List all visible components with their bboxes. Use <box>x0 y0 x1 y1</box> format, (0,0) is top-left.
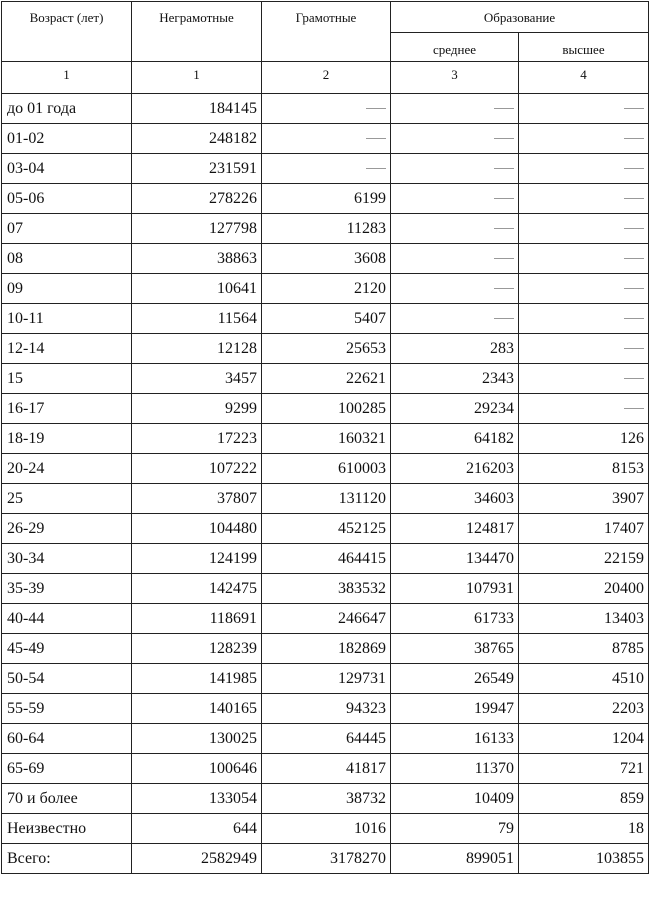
table-row <box>2 154 649 184</box>
table-row <box>2 514 649 544</box>
secondary-cell: 64182 <box>391 424 519 454</box>
illiterate-cell: 10641 <box>132 274 262 304</box>
no-data-dash <box>494 168 514 169</box>
age-cell: 18-19 <box>2 424 132 454</box>
table-row <box>2 544 649 574</box>
header-higher: высшее <box>519 33 649 62</box>
table-row <box>2 844 649 874</box>
higher-cell: 2203 <box>519 694 649 724</box>
illiterate-cell: 118691 <box>132 604 262 634</box>
table-row <box>2 184 649 214</box>
header-illiterate: Неграмотные <box>132 2 262 62</box>
illiterate-cell: 11564 <box>132 304 262 334</box>
no-data-dash <box>624 378 644 379</box>
table-body <box>2 94 649 874</box>
higher-cell: 3907 <box>519 484 649 514</box>
table-row <box>2 304 649 334</box>
column-number: 2 <box>262 62 391 94</box>
table-row <box>2 274 649 304</box>
secondary-cell: 2343 <box>391 364 519 394</box>
literate-cell: 160321 <box>262 424 391 454</box>
age-cell: 01-02 <box>2 124 132 154</box>
secondary-cell <box>391 124 519 154</box>
no-data-dash <box>366 108 386 109</box>
illiterate-cell: 644 <box>132 814 262 844</box>
no-data-dash <box>494 318 514 319</box>
no-data-dash <box>624 168 644 169</box>
age-cell: 70 и более <box>2 784 132 814</box>
illiterate-cell: 100646 <box>132 754 262 784</box>
higher-cell <box>519 244 649 274</box>
higher-cell <box>519 124 649 154</box>
table-row <box>2 604 649 634</box>
illiterate-cell: 133054 <box>132 784 262 814</box>
table-header <box>2 2 649 94</box>
literate-cell: 129731 <box>262 664 391 694</box>
illiterate-cell: 17223 <box>132 424 262 454</box>
secondary-cell <box>391 94 519 124</box>
literate-cell <box>262 154 391 184</box>
higher-cell: 8153 <box>519 454 649 484</box>
secondary-cell: 216203 <box>391 454 519 484</box>
literate-cell: 3608 <box>262 244 391 274</box>
higher-cell <box>519 394 649 424</box>
age-cell: 03-04 <box>2 154 132 184</box>
age-cell: 05-06 <box>2 184 132 214</box>
higher-cell: 721 <box>519 754 649 784</box>
age-cell: 45-49 <box>2 634 132 664</box>
column-number-row <box>2 62 649 94</box>
age-cell: 50-54 <box>2 664 132 694</box>
higher-cell: 8785 <box>519 634 649 664</box>
age-cell: 55-59 <box>2 694 132 724</box>
literate-cell <box>262 124 391 154</box>
secondary-cell <box>391 304 519 334</box>
age-cell: до 01 года <box>2 94 132 124</box>
column-number: 3 <box>391 62 519 94</box>
table-row <box>2 724 649 754</box>
literate-cell: 41817 <box>262 754 391 784</box>
higher-cell <box>519 214 649 244</box>
age-cell: 16-17 <box>2 394 132 424</box>
no-data-dash <box>494 258 514 259</box>
literate-cell: 610003 <box>262 454 391 484</box>
no-data-dash <box>494 198 514 199</box>
secondary-cell <box>391 244 519 274</box>
no-data-dash <box>494 228 514 229</box>
no-data-dash <box>366 168 386 169</box>
table-row <box>2 394 649 424</box>
secondary-cell: 10409 <box>391 784 519 814</box>
table-row <box>2 124 649 154</box>
header-literate: Грамотные <box>262 2 391 62</box>
no-data-dash <box>624 228 644 229</box>
no-data-dash <box>494 288 514 289</box>
literate-cell <box>262 94 391 124</box>
literate-cell: 100285 <box>262 394 391 424</box>
literate-cell: 464415 <box>262 544 391 574</box>
secondary-cell: 899051 <box>391 844 519 874</box>
literate-cell: 94323 <box>262 694 391 724</box>
literate-cell: 246647 <box>262 604 391 634</box>
header-education: Образование <box>391 2 649 33</box>
illiterate-cell: 124199 <box>132 544 262 574</box>
higher-cell: 22159 <box>519 544 649 574</box>
age-cell: 10-11 <box>2 304 132 334</box>
secondary-cell <box>391 154 519 184</box>
age-cell: 26-29 <box>2 514 132 544</box>
table-row <box>2 424 649 454</box>
illiterate-cell: 9299 <box>132 394 262 424</box>
no-data-dash <box>494 138 514 139</box>
table-row <box>2 754 649 784</box>
age-cell: 35-39 <box>2 574 132 604</box>
literate-cell: 5407 <box>262 304 391 334</box>
header-age: Возраст (лет) <box>2 2 132 62</box>
no-data-dash <box>624 288 644 289</box>
higher-cell <box>519 274 649 304</box>
age-cell: 40-44 <box>2 604 132 634</box>
literate-cell: 3178270 <box>262 844 391 874</box>
age-cell: 60-64 <box>2 724 132 754</box>
age-cell: 07 <box>2 214 132 244</box>
table-row <box>2 244 649 274</box>
literate-cell: 25653 <box>262 334 391 364</box>
secondary-cell: 124817 <box>391 514 519 544</box>
age-cell: 65-69 <box>2 754 132 784</box>
literate-cell: 22621 <box>262 364 391 394</box>
no-data-dash <box>624 318 644 319</box>
no-data-dash <box>624 138 644 139</box>
table-row <box>2 574 649 604</box>
higher-cell: 13403 <box>519 604 649 634</box>
higher-cell <box>519 304 649 334</box>
table-row <box>2 664 649 694</box>
no-data-dash <box>366 138 386 139</box>
literate-cell: 6199 <box>262 184 391 214</box>
higher-cell <box>519 184 649 214</box>
age-cell: 20-24 <box>2 454 132 484</box>
education-statistics-table <box>1 1 649 874</box>
secondary-cell: 107931 <box>391 574 519 604</box>
literate-cell: 131120 <box>262 484 391 514</box>
illiterate-cell: 130025 <box>132 724 262 754</box>
higher-cell: 17407 <box>519 514 649 544</box>
age-cell: 09 <box>2 274 132 304</box>
age-cell: 25 <box>2 484 132 514</box>
no-data-dash <box>494 108 514 109</box>
no-data-dash <box>624 348 644 349</box>
illiterate-cell: 141985 <box>132 664 262 694</box>
table-row <box>2 484 649 514</box>
secondary-cell <box>391 214 519 244</box>
literate-cell: 1016 <box>262 814 391 844</box>
table-row <box>2 814 649 844</box>
secondary-cell <box>391 274 519 304</box>
illiterate-cell: 128239 <box>132 634 262 664</box>
higher-cell: 18 <box>519 814 649 844</box>
no-data-dash <box>624 108 644 109</box>
higher-cell <box>519 334 649 364</box>
secondary-cell: 283 <box>391 334 519 364</box>
illiterate-cell: 248182 <box>132 124 262 154</box>
age-cell: Неизвестно <box>2 814 132 844</box>
secondary-cell: 134470 <box>391 544 519 574</box>
secondary-cell: 16133 <box>391 724 519 754</box>
table-row <box>2 634 649 664</box>
higher-cell: 859 <box>519 784 649 814</box>
column-number: 1 <box>2 62 132 94</box>
higher-cell: 103855 <box>519 844 649 874</box>
column-number: 4 <box>519 62 649 94</box>
secondary-cell: 11370 <box>391 754 519 784</box>
table-row <box>2 334 649 364</box>
table-row <box>2 364 649 394</box>
secondary-cell: 79 <box>391 814 519 844</box>
illiterate-cell: 142475 <box>132 574 262 604</box>
literate-cell: 383532 <box>262 574 391 604</box>
secondary-cell: 29234 <box>391 394 519 424</box>
secondary-cell: 34603 <box>391 484 519 514</box>
secondary-cell <box>391 184 519 214</box>
illiterate-cell: 37807 <box>132 484 262 514</box>
higher-cell: 126 <box>519 424 649 454</box>
table-row <box>2 214 649 244</box>
age-cell: 08 <box>2 244 132 274</box>
illiterate-cell: 104480 <box>132 514 262 544</box>
age-cell: 12-14 <box>2 334 132 364</box>
age-cell: 30-34 <box>2 544 132 574</box>
header-secondary: среднее <box>391 33 519 62</box>
higher-cell <box>519 154 649 184</box>
illiterate-cell: 184145 <box>132 94 262 124</box>
illiterate-cell: 2582949 <box>132 844 262 874</box>
literate-cell: 11283 <box>262 214 391 244</box>
literate-cell: 38732 <box>262 784 391 814</box>
table-row <box>2 94 649 124</box>
literate-cell: 182869 <box>262 634 391 664</box>
higher-cell: 20400 <box>519 574 649 604</box>
illiterate-cell: 38863 <box>132 244 262 274</box>
literate-cell: 452125 <box>262 514 391 544</box>
illiterate-cell: 3457 <box>132 364 262 394</box>
illiterate-cell: 278226 <box>132 184 262 214</box>
illiterate-cell: 12128 <box>132 334 262 364</box>
literate-cell: 2120 <box>262 274 391 304</box>
secondary-cell: 38765 <box>391 634 519 664</box>
higher-cell <box>519 94 649 124</box>
higher-cell: 4510 <box>519 664 649 694</box>
illiterate-cell: 127798 <box>132 214 262 244</box>
illiterate-cell: 231591 <box>132 154 262 184</box>
table-row <box>2 454 649 484</box>
secondary-cell: 19947 <box>391 694 519 724</box>
table-row <box>2 694 649 724</box>
table-row <box>2 784 649 814</box>
literate-cell: 64445 <box>262 724 391 754</box>
higher-cell: 1204 <box>519 724 649 754</box>
age-cell: 15 <box>2 364 132 394</box>
illiterate-cell: 107222 <box>132 454 262 484</box>
secondary-cell: 26549 <box>391 664 519 694</box>
no-data-dash <box>624 198 644 199</box>
illiterate-cell: 140165 <box>132 694 262 724</box>
column-number: 1 <box>132 62 262 94</box>
higher-cell <box>519 364 649 394</box>
no-data-dash <box>624 408 644 409</box>
secondary-cell: 61733 <box>391 604 519 634</box>
age-cell: Всего: <box>2 844 132 874</box>
no-data-dash <box>624 258 644 259</box>
